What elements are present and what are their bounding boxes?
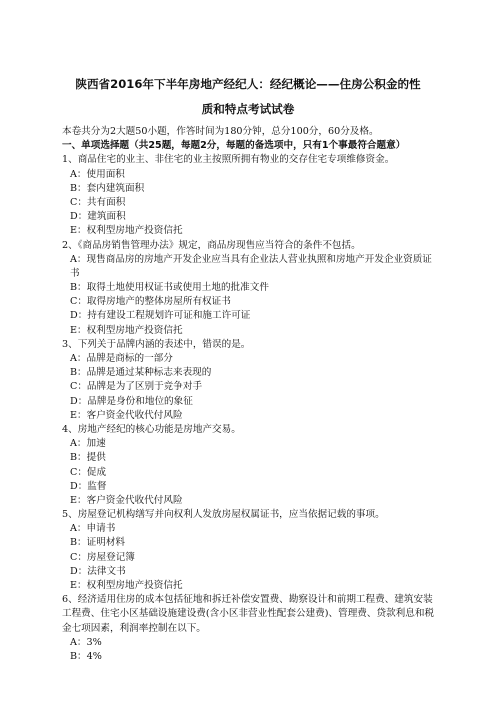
question-3-option-d: D：品牌是身份和地位的象征 (70, 395, 193, 407)
question-5-stem: 5、房屋登记机构缮写并向权利人发放房屋权属证书，应当依据记载的事项。 (62, 509, 385, 521)
question-6-option-a: A：3% (70, 636, 102, 648)
document-body (62, 125, 440, 664)
question-5-option-e: E：权利型房地产投资信托 (70, 580, 183, 592)
question-4-option-a: A：加速 (70, 438, 106, 450)
question-3-option-b: B：品牌是通过某种标志来表现的 (70, 367, 212, 379)
question-3-option-c: C：品牌是为了区别于竞争对手 (70, 381, 203, 393)
question-6-option-b: B：4% (70, 651, 102, 663)
question-5-option-a: A：申请书 (70, 523, 116, 535)
question-1-stem: 1、商品住宅的业主、非住宅的业主按照所拥有物业的交存住宅专项维修资金。 (62, 154, 395, 166)
question-2-option-b: B：取得土地使用权证书或使用土地的批准文件 (70, 282, 269, 294)
question-1-option-b: B：套内建筑面积 (70, 182, 145, 194)
question-5-option-b: B：证明材料 (70, 537, 126, 549)
question-3-option-a: A：品牌是商标的一部分 (70, 353, 173, 365)
question-4-option-c: C：促成 (70, 466, 107, 478)
question-1-option-c: C：共有面积 (70, 196, 126, 208)
section-heading: 一、单项选择题（共25题，每题2分，每题的备选项中，只有1个事最符合题意） (62, 140, 406, 152)
exam-intro: 本卷共分为2大题50小题，作答时间为180分钟，总分100分，60分及格。 (62, 126, 379, 137)
question-2-option-e: E：权利型房地产投资信托 (70, 324, 183, 336)
question-1-option-d: D：建筑面积 (70, 211, 126, 223)
question-4-stem: 4、房地产经纪的核心功能是房地产交易。 (62, 423, 241, 435)
document-title-line-1: 陕西省2016年下半年房地产经纪人：经纪概论——住房公积金的性 (75, 77, 421, 91)
question-1-option-a: A：使用面积 (70, 168, 125, 180)
question-3-stem: 3、下列关于品牌内涵的表述中，错误的是。 (62, 338, 251, 350)
question-1-option-e: E：权利型房地产投资信托 (70, 225, 183, 237)
question-5-option-c: C：房屋登记簿 (70, 551, 135, 563)
question-6-stem: 6、经济适用住房的成本包括征地和拆迁补偿安置费、勘察设计和前期工程费、建筑安装工程费、住宅小区基础设施建设费(含小区非营业性配套公建费)、管理费、贷款利息和税金七项因素，利润率控制在以下。 (62, 594, 435, 634)
question-2-option-d: D：持有建设工程规划许可证和施工许可证 (70, 310, 251, 322)
question-2-option-c: C：取得房地产的整体房屋所有权证书 (70, 296, 231, 308)
document-title-line-2: 质和特点考试试卷 (201, 102, 295, 116)
question-5-option-d: D：法律文书 (70, 565, 126, 577)
question-4-option-d: D：监督 (70, 480, 107, 492)
question-4-option-b: B：提供 (70, 452, 106, 464)
question-4-option-e: E：客户资金代收代付风险 (70, 494, 183, 506)
question-2-stem: 2、《商品房销售管理办法》规定，商品房现售应当符合的条件不包括。 (62, 239, 361, 251)
question-2-option-a: A：现售商品房的房地产开发企业应当具有企业法人营业执照和房地产开发企业资质证书 (70, 253, 432, 279)
question-3-option-e: E：客户资金代收代付风险 (70, 409, 183, 421)
